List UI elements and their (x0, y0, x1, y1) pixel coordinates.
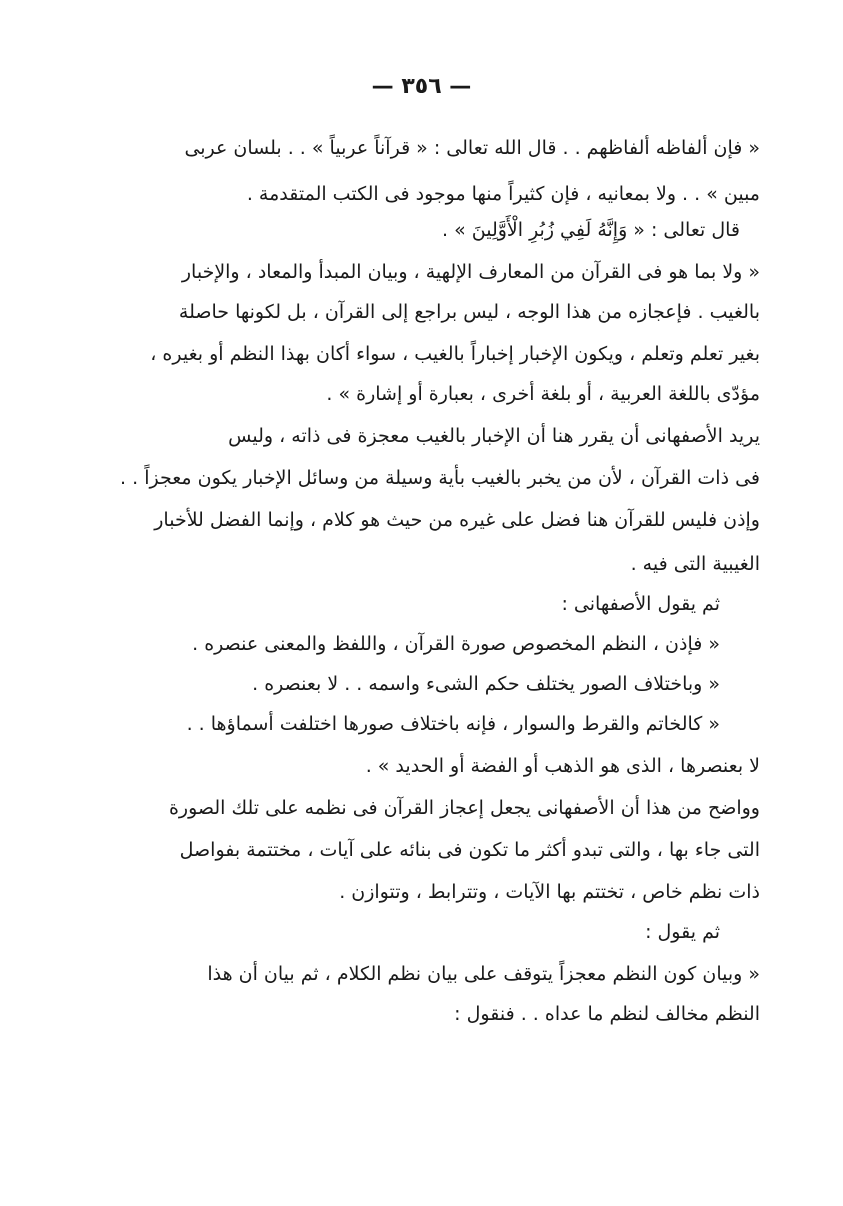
text-line: ذات نظم خاص ، تختتم بها الآيات ، وتترابط ، وتتوازن . (339, 881, 760, 903)
text-line: يريد الأصفهانى أن يقرر هنا أن الإخبار بالغيب معجزة فى ذاته ، وليس (228, 425, 760, 447)
text-line: ثم يقول الأصفهانى : (561, 593, 720, 615)
text-line: بالغيب . فإعجازه من هذا الوجه ، ليس براجع إلى القرآن ، بل لكونها حاصلة (178, 301, 760, 323)
text-line: « وبيان كون النظم معجزاً يتوقف على بيان نظم الكلام ، ثم بيان أن هذا (207, 963, 760, 985)
text-line: الغيبية التى فيه . (630, 553, 760, 575)
text-line: « ولا بما هو فى القرآن من المعارف الإلهية ، وبيان المبدأ والمعاد ، والإخبار (181, 261, 760, 283)
text-line: وإذن فليس للقرآن هنا فضل على غيره من حيث هو كلام ، وإنما الفضل للأخبار (154, 509, 760, 531)
text-line: فى ذات القرآن ، لأن من يخبر بالغيب بأية وسيلة من وسائل الإخبار يكون معجزاً . . (120, 467, 760, 489)
text-line: لا بعنصرها ، الذى هو الذهب أو الفضة أو الحديد » . (365, 755, 760, 777)
text-line: قال تعالى : « وَإِنَّهُ لَفِي زُبُرِ الْأَوَّلِينَ » . (442, 219, 740, 241)
text-line: « وباختلاف الصور يختلف حكم الشىء واسمه . . لا بعنصره . (252, 673, 720, 695)
text-line: ثم يقول : (645, 921, 720, 943)
text-line: مبين » . . ولا بمعانيه ، فإن كثيراً منها موجود فى الكتب المتقدمة . (246, 183, 760, 205)
text-line: « فإن ألفاظه ألفاظهم . . قال الله تعالى : « قرآناً عربياً » . . بلسان عربى (184, 137, 760, 159)
text-line: وواضح من هذا أن الأصفهانى يجعل إعجاز القرآن فى نظمه على تلك الصورة (168, 797, 760, 819)
page-number: — ٣٥٦ — (371, 74, 472, 99)
text-line: مؤدّى باللغة العربية ، أو بلغة أخرى ، بعبارة أو إشارة » . (326, 383, 760, 405)
text-line: « كالخاتم والقرط والسوار ، فإنه باختلاف صورها اختلفت أسماؤها . . (186, 713, 720, 735)
text-line: « فإذن ، النظم المخصوص صورة القرآن ، واللفظ والمعنى عنصره . (192, 633, 720, 655)
text-line: النظم مخالف لنظم ما عداه . . فنقول : (454, 1003, 760, 1025)
text-line: بغير تعلم وتعلم ، ويكون الإخبار إخباراً بالغيب ، سواء أكان بهذا النظم أو بغيره ، (150, 343, 760, 365)
text-line: التى جاء بها ، والتى تبدو أكثر ما تكون فى بنائه على آيات ، مختتمة بفواصل (179, 839, 760, 861)
